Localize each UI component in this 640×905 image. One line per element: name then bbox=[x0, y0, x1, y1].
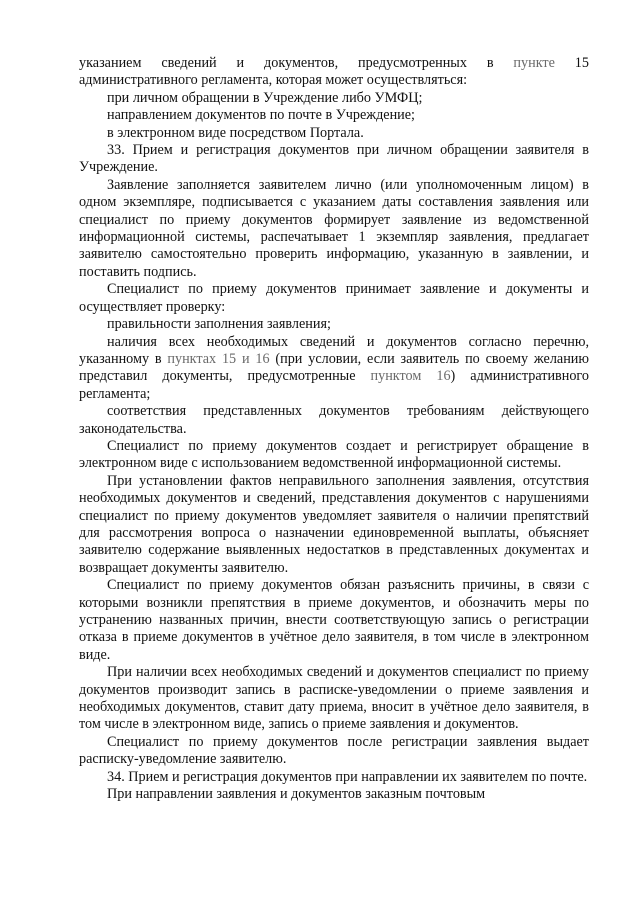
paragraph bbox=[79, 107, 589, 124]
paragraph bbox=[79, 55, 589, 90]
paragraph bbox=[79, 177, 589, 281]
paragraph bbox=[79, 734, 589, 769]
text-segment: При наличии всех необходимых сведений и документов специалист по приему документов производит запись в расписке-уведомлении о приеме заявления и необходимых документов, ставит дату приема, вносит в учётное дело заявителя, в том числе в электронном виде, запись о приеме заявления и документов. bbox=[79, 664, 589, 733]
text-segment: наличия всех необходимых сведений и документов согласно перечню, указанному в bbox=[79, 333, 589, 367]
paragraph bbox=[79, 125, 589, 142]
document-page bbox=[79, 55, 589, 803]
text-segment: правильности заполнения заявления; bbox=[107, 316, 331, 333]
section-heading bbox=[79, 142, 589, 177]
text-segment: При направлении заявления и документов заказным почтовым bbox=[107, 786, 486, 803]
paragraph bbox=[79, 403, 589, 438]
paragraph bbox=[79, 473, 589, 577]
text-segment: Специалист по приему документов принимает заявление и документы и осуществляет проверку: bbox=[79, 281, 589, 315]
text-segment: (при условии, если заявитель по своему желанию представил документы, предусмотренные bbox=[79, 350, 589, 385]
text-segment: Специалист по приему документов после регистрации заявления выдает расписку-уведомление заявителю. bbox=[79, 733, 589, 768]
clause-reference-link[interactable]: пунктом 16 bbox=[370, 368, 451, 385]
text-segment: 34. Прием и регистрация документов при направлении их заявителем по почте. bbox=[107, 768, 588, 785]
paragraph bbox=[79, 438, 589, 473]
text-segment: ) административного регламента; bbox=[79, 368, 589, 402]
text-segment: Специалист по приему документов создает и регистрирует обращение в электронном виде с использованием ведомственной информационной системы. bbox=[79, 437, 589, 472]
text-segment: При установлении фактов неправильного заполнения заявления, отсутствия необходимых документов и сведений, представления документов с нарушениями специалист по приему документов уведомляет заявителя о наличии препятствий для рассмотрения вопроса о назначении единовременной выплаты, объясняет заявителю содержание выявленных недостатков в представленных документах и возвращает документы заявителю. bbox=[79, 472, 589, 576]
paragraph bbox=[79, 316, 589, 333]
text-segment: при личном обращении в Учреждение либо УМФЦ; bbox=[107, 89, 423, 106]
paragraph bbox=[79, 334, 589, 404]
text-segment: Специалист по приему документов обязан разъяснить причины, в связи с которыми возникли препятствия в приеме документов, и обозначить меры по устранению названных причин, внести соответствующую запись о регистрации отказа в приеме документов в учётное дело заявителя, в том числе в электронном виде. bbox=[79, 577, 589, 663]
text-segment: направлением документов по почте в Учреждение; bbox=[107, 107, 416, 124]
clause-reference-link[interactable]: пунктах 15 и 16 bbox=[167, 350, 270, 367]
text-segment: Заявление заполняется заявителем лично (или уполномоченным лицом) в одном экземпляре, подписывается с указанием даты составления заявления или специалист по приему документов формирует заявление из ведомственной информационной системы, распечатывает 1 экземпляр заявления, предлагает заявителю самостоятельно проверить информацию, указанную в заявлении, и поставить подпись. bbox=[79, 176, 589, 280]
text-segment: 15 административного регламента, которая может осуществляться: bbox=[79, 55, 589, 89]
paragraph bbox=[79, 577, 589, 664]
paragraph bbox=[79, 664, 589, 734]
section-heading bbox=[79, 769, 589, 786]
text-segment: указанием сведений и документов, предусмотренных в bbox=[79, 55, 514, 71]
text-segment: в электронном виде посредством Портала. bbox=[107, 124, 364, 141]
paragraph bbox=[79, 90, 589, 107]
paragraph bbox=[79, 281, 589, 316]
clause-reference-link[interactable]: пункте bbox=[513, 55, 555, 71]
paragraph bbox=[79, 786, 589, 803]
text-segment: 33. Прием и регистрация документов при личном обращении заявителя в Учреждение. bbox=[79, 142, 589, 176]
text-segment: соответствия представленных документов требованиям действующего законодательства. bbox=[79, 403, 589, 437]
